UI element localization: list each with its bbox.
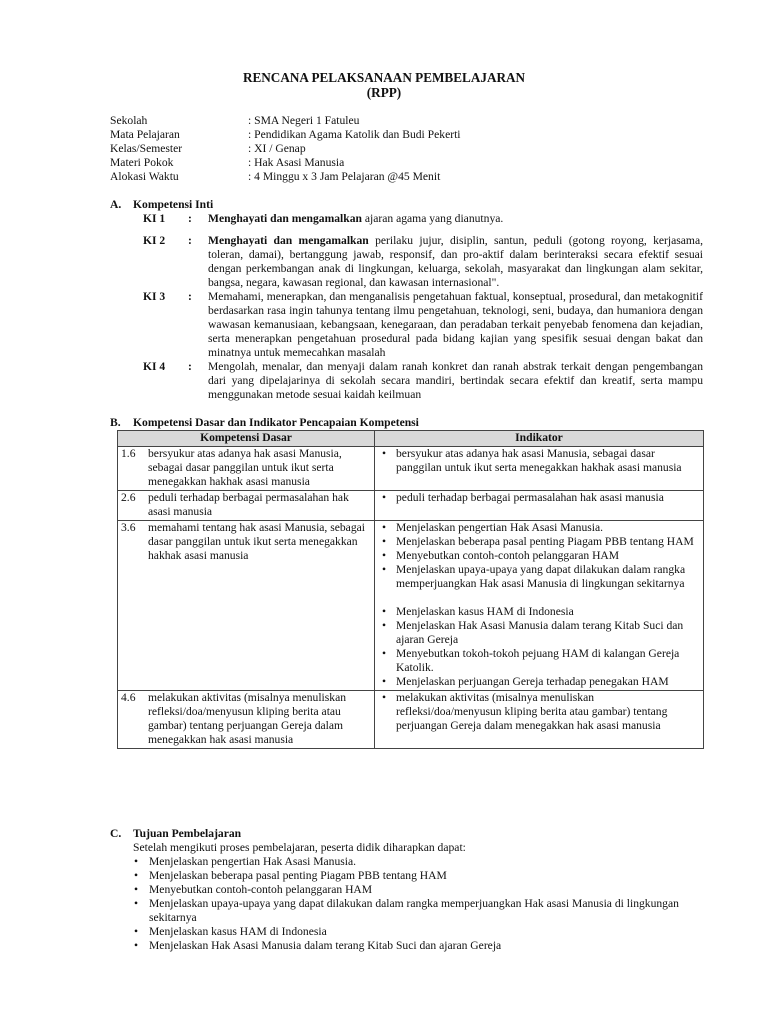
info-label: Mata Pelajaran (110, 128, 180, 141)
info-row-sekolah (110, 114, 461, 128)
info-label: Kelas/Semester (110, 142, 183, 155)
section-letter: A. (110, 198, 122, 211)
list-item: • Menjelaskan pengertian Hak Asasi Manusia. (133, 855, 693, 869)
info-label: Sekolah (110, 114, 148, 127)
list-item: • Menjelaskan beberapa pasal penting Piagam PBB tentang HAM (378, 535, 700, 549)
info-value: : 4 Minggu x 3 Jam Pelajaran @45 Menit (248, 170, 441, 183)
kd-number: 3.6 (121, 521, 136, 534)
kd-cell (118, 491, 375, 521)
tujuan-list (133, 855, 693, 953)
kd-cell (118, 691, 375, 749)
list-item: • Menjelaskan kasus HAM di Indonesia (378, 605, 700, 619)
table-row (118, 447, 704, 491)
section-title: Tujuan Pembelajaran (133, 827, 242, 840)
kd-text: bersyukur atas adanya hak asasi Manusia, sebagai dasar panggilan untuk ikut serta menegakkan hakhak asasi manusia (148, 447, 342, 488)
ki-code: KI 2 (143, 234, 166, 247)
ki-3 (143, 290, 703, 360)
ki-text: Mengolah, menalar, dan menyaji dalam ranah konkret dan ranah abstrak terkait dengan pengembangan dari yang dipelajarinya di sekolah secara mandiri, bertindak secara efektif dan kreatif, serta mampu menggunakan metode sesuai kaidah keilmuan (208, 360, 703, 401)
identity-block (110, 114, 461, 184)
section-title: Kompetensi Dasar dan Indikator Pencapaian Kompetensi (133, 416, 419, 429)
list-item: • peduli terhadap berbagai permasalahan hak asasi manusia (378, 491, 700, 505)
info-label: Materi Pokok (110, 156, 174, 169)
ki-code: KI 4 (143, 360, 166, 373)
table-header-kompetensi-dasar: Kompetensi Dasar (118, 431, 375, 447)
section-title: Kompetensi Inti (133, 198, 214, 211)
table-row (118, 521, 704, 691)
ki-text (208, 234, 703, 290)
info-row-kelas-semester (110, 142, 461, 156)
ki-colon: : (188, 290, 192, 303)
list-item: • Menjelaskan Hak Asasi Manusia dalam terang Kitab Suci dan ajaran Gereja (378, 619, 700, 647)
kd-number: 4.6 (121, 691, 136, 704)
list-item: • Menjelaskan upaya-upaya yang dapat dilakukan dalam rangka memperjuangkan Hak asasi Manusia di lingkungan sekitarnya (133, 897, 693, 925)
section-b-heading (110, 416, 419, 430)
table-row (118, 491, 704, 521)
table-row (118, 691, 704, 749)
title-line-1: RENCANA PELAKSANAAN PEMBELAJARAN (242, 70, 526, 85)
indikator-cell (375, 521, 704, 691)
ki-1 (143, 212, 703, 226)
ki-bold-text: Menghayati dan mengamalkan (208, 212, 362, 225)
ki-4 (143, 360, 703, 402)
ki-body-text: ajaran agama yang dianutnya. (361, 212, 504, 225)
section-a-heading (110, 198, 213, 212)
indikator-cell (375, 447, 704, 491)
indikator-cell (375, 491, 704, 521)
list-item: • Menjelaskan Hak Asasi Manusia dalam terang Kitab Suci dan ajaran Gereja (133, 939, 693, 953)
table-header-row (118, 431, 704, 447)
kd-number: 2.6 (121, 491, 136, 504)
kd-cell (118, 447, 375, 491)
list-item: • Menjelaskan upaya-upaya yang dapat dilakukan dalam rangka memperjuangkan Hak asasi Manusia di lingkungan sekitarnya (378, 563, 700, 591)
ki-text: Memahami, menerapkan, dan menganalisis pengetahuan faktual, konseptual, prosedural, dan metakognitif berdasarkan rasa ingin tahunya tentang ilmu pengetahuan, teknologi, seni, budaya, dan humaniora dengan wawasan kemanusiaan, kebangsaan, kenegaraan, dan peradaban terkait penyebab fenomena dan kejadian, serta menerapkan pengetahuan prosedural pada bidang kajian yang spesifik sesuai dengan bakat dan minatnya untuk memecahkan masalah (208, 290, 703, 359)
list-item: • Menjelaskan kasus HAM di Indonesia (133, 925, 693, 939)
tujuan-intro: Setelah mengikuti proses pembelajaran, peserta didik diharapkan dapat: (133, 841, 466, 854)
ki-2 (143, 234, 703, 290)
info-label: Alokasi Waktu (110, 170, 179, 183)
info-row-materi-pokok (110, 156, 461, 170)
table-header-indikator: Indikator (375, 431, 704, 447)
section-letter: C. (110, 827, 122, 840)
list-item: • Menjelaskan perjuangan Gereja terhadap penegakan HAM (378, 675, 700, 689)
kd-text: memahami tentang hak asasi Manusia, sebagai dasar panggilan untuk ikut serta menegakkan hakhak asasi manusia (148, 521, 365, 562)
list-item: • Menyebutkan tokoh-tokoh pejuang HAM di kalangan Gereja Katolik. (378, 647, 700, 675)
list-item: • Menyebutkan contoh-contoh pelanggaran HAM (378, 549, 700, 563)
list-item: • Menjelaskan beberapa pasal penting Piagam PBB tentang HAM (133, 869, 693, 883)
ki-colon: : (188, 212, 192, 225)
title-line-2: (RPP) (366, 85, 402, 100)
info-value: : Pendidikan Agama Katolik dan Budi Pekerti (248, 128, 461, 141)
kd-text: melakukan aktivitas (misalnya menuliskan refleksi/doa/menyusun kliping berita atau gambar) tentang perjuangan Gereja dalam menegakkan hak asasi manusia (148, 691, 347, 746)
kd-cell (118, 521, 375, 691)
info-row-alokasi-waktu (110, 170, 461, 184)
ki-code: KI 1 (143, 212, 166, 225)
document-title (0, 70, 768, 100)
kd-indikator-table (117, 430, 704, 749)
list-item: • Menyebutkan contoh-contoh pelanggaran HAM (133, 883, 693, 897)
ki-code: KI 3 (143, 290, 166, 303)
info-value: : XI / Genap (248, 142, 306, 155)
list-item: • melakukan aktivitas (misalnya menuliskan refleksi/doa/menyusun kliping berita atau gambar) tentang perjuangan Gereja dalam menegakkan hak asasi manusia (378, 691, 700, 733)
ki-body-text: perilaku jujur, disiplin, santun, peduli (gotong royong, kerjasama, toleran, damai), bertanggung jawab, responsif, dan pro-aktif dalam berinteraksi secara efektif sesuai dengan perkembangan anak di lingkungan, keluarga, sekolah, masyarakat dan lingkungan alam sekitar, bangsa, negara, kawasan regional, dan kawasan internasional". (208, 234, 703, 289)
kd-text: peduli terhadap berbagai permasalahan hak asasi manusia (148, 491, 349, 518)
list-item: • bersyukur atas adanya hak asasi Manusia, sebagai dasar panggilan untuk ikut serta menegakkan hakhak asasi manusia (378, 447, 700, 475)
indikator-cell (375, 691, 704, 749)
ki-text (208, 212, 703, 226)
ki-colon: : (188, 234, 192, 247)
section-c-heading (110, 827, 241, 841)
info-row-mata-pelajaran (110, 128, 461, 142)
ki-colon: : (188, 360, 192, 373)
ki-bold-text: Menghayati dan mengamalkan (208, 234, 369, 247)
list-item: • Menjelaskan pengertian Hak Asasi Manusia. (378, 521, 700, 535)
section-letter: B. (110, 416, 121, 429)
info-value: : Hak Asasi Manusia (248, 156, 345, 169)
kd-number: 1.6 (121, 447, 136, 460)
info-value: : SMA Negeri 1 Fatuleu (248, 114, 360, 127)
